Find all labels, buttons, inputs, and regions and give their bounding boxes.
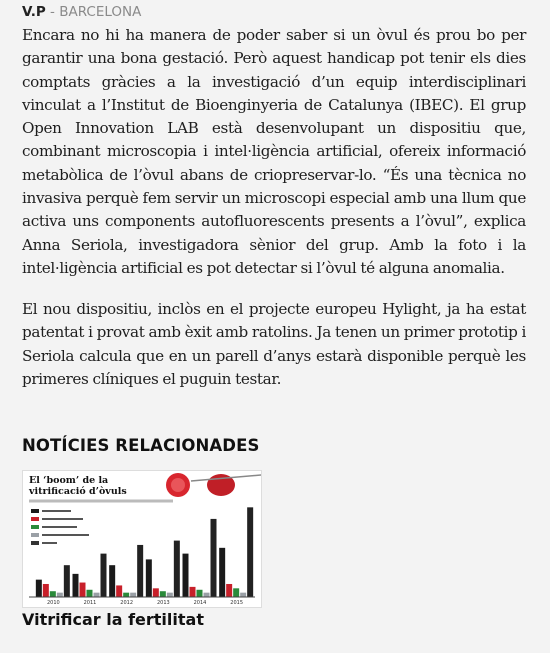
bar bbox=[247, 507, 253, 597]
bar bbox=[36, 580, 42, 597]
related-card-thumbnail[interactable] bbox=[22, 470, 262, 608]
x-tick-label: 2011 bbox=[83, 600, 97, 606]
x-tick-label: 2010 bbox=[46, 600, 60, 606]
bar bbox=[153, 588, 159, 597]
byline bbox=[22, 4, 141, 20]
x-tick-label: 2015 bbox=[230, 600, 244, 606]
bar bbox=[167, 593, 173, 597]
bar bbox=[174, 541, 180, 597]
byline-separator: - bbox=[45, 4, 60, 20]
bar bbox=[80, 583, 86, 597]
bar bbox=[73, 574, 79, 597]
bar bbox=[204, 593, 210, 597]
bar bbox=[116, 585, 122, 597]
bar bbox=[137, 545, 143, 597]
bar bbox=[226, 584, 232, 597]
infographic-thumbnail bbox=[23, 471, 261, 607]
bar bbox=[50, 591, 56, 597]
bar bbox=[190, 587, 196, 597]
bar bbox=[64, 565, 70, 597]
bar bbox=[211, 519, 217, 597]
article-paragraph: El nou dispositiu, inclòs en el projecte europeu Hylight, ja ha estat patentat i provat amb èxit amb ratolins. Ja tenen un primer prototip i Seriola calcula que en un parell d’anys estarà disponible perquè les primeres clíniques el puguin testar. bbox=[22, 300, 526, 388]
related-news-heading: NOTÍCIES RELACIONADES bbox=[22, 436, 260, 455]
bar bbox=[219, 548, 225, 597]
bar bbox=[123, 593, 129, 597]
bar bbox=[101, 554, 107, 597]
bar bbox=[183, 554, 189, 597]
bar bbox=[197, 590, 203, 597]
bar bbox=[43, 584, 49, 597]
bar bbox=[160, 591, 166, 597]
bar bbox=[109, 565, 115, 597]
x-tick-label: 2014 bbox=[193, 600, 207, 606]
x-tick-label: 2012 bbox=[120, 600, 134, 606]
related-card-title[interactable]: Vitrificar la fertilitat bbox=[22, 610, 204, 629]
bar bbox=[146, 559, 152, 597]
bar bbox=[233, 588, 239, 597]
bar bbox=[130, 593, 136, 597]
byline-author: V.P bbox=[22, 4, 46, 20]
byline-city: BARCELONA bbox=[59, 4, 142, 20]
bar bbox=[240, 593, 246, 597]
thumbnail-headline-line2: vitrificació d’òvuls bbox=[29, 486, 127, 497]
bar bbox=[94, 593, 100, 597]
bar bbox=[87, 590, 93, 597]
thumbnail-headline-line1: El ‘boom’ de la bbox=[29, 475, 109, 486]
bar bbox=[57, 593, 63, 597]
article-paragraph: Encara no hi ha manera de poder saber si un òvul és prou bo per garantir una bona gestació. Però aquest handicap pot tenir els dies comptats gràcies a la investigació d’un equip interdisciplinari vinculat a l’Institut de Bioenginyeria de Catalunya (IBEC). El grup Open Innovation LAB està desenvolupant un dispositiu que, combinant microscopia i intel·ligència artificial, ofereix informació metabòlica de l’òvul abans de criopreservar-lo. “És una tècnica no invasiva perquè fem servir un microscopi especial amb una llum que activa uns components autofluorescents presents a l’òvul”, explica Anna Seriola, investigadora sènior del grup. Amb la foto i la intel·ligència artificial es pot detectar si l’òvul té alguna anomalia. bbox=[22, 26, 526, 277]
x-tick-label: 2013 bbox=[156, 600, 170, 606]
